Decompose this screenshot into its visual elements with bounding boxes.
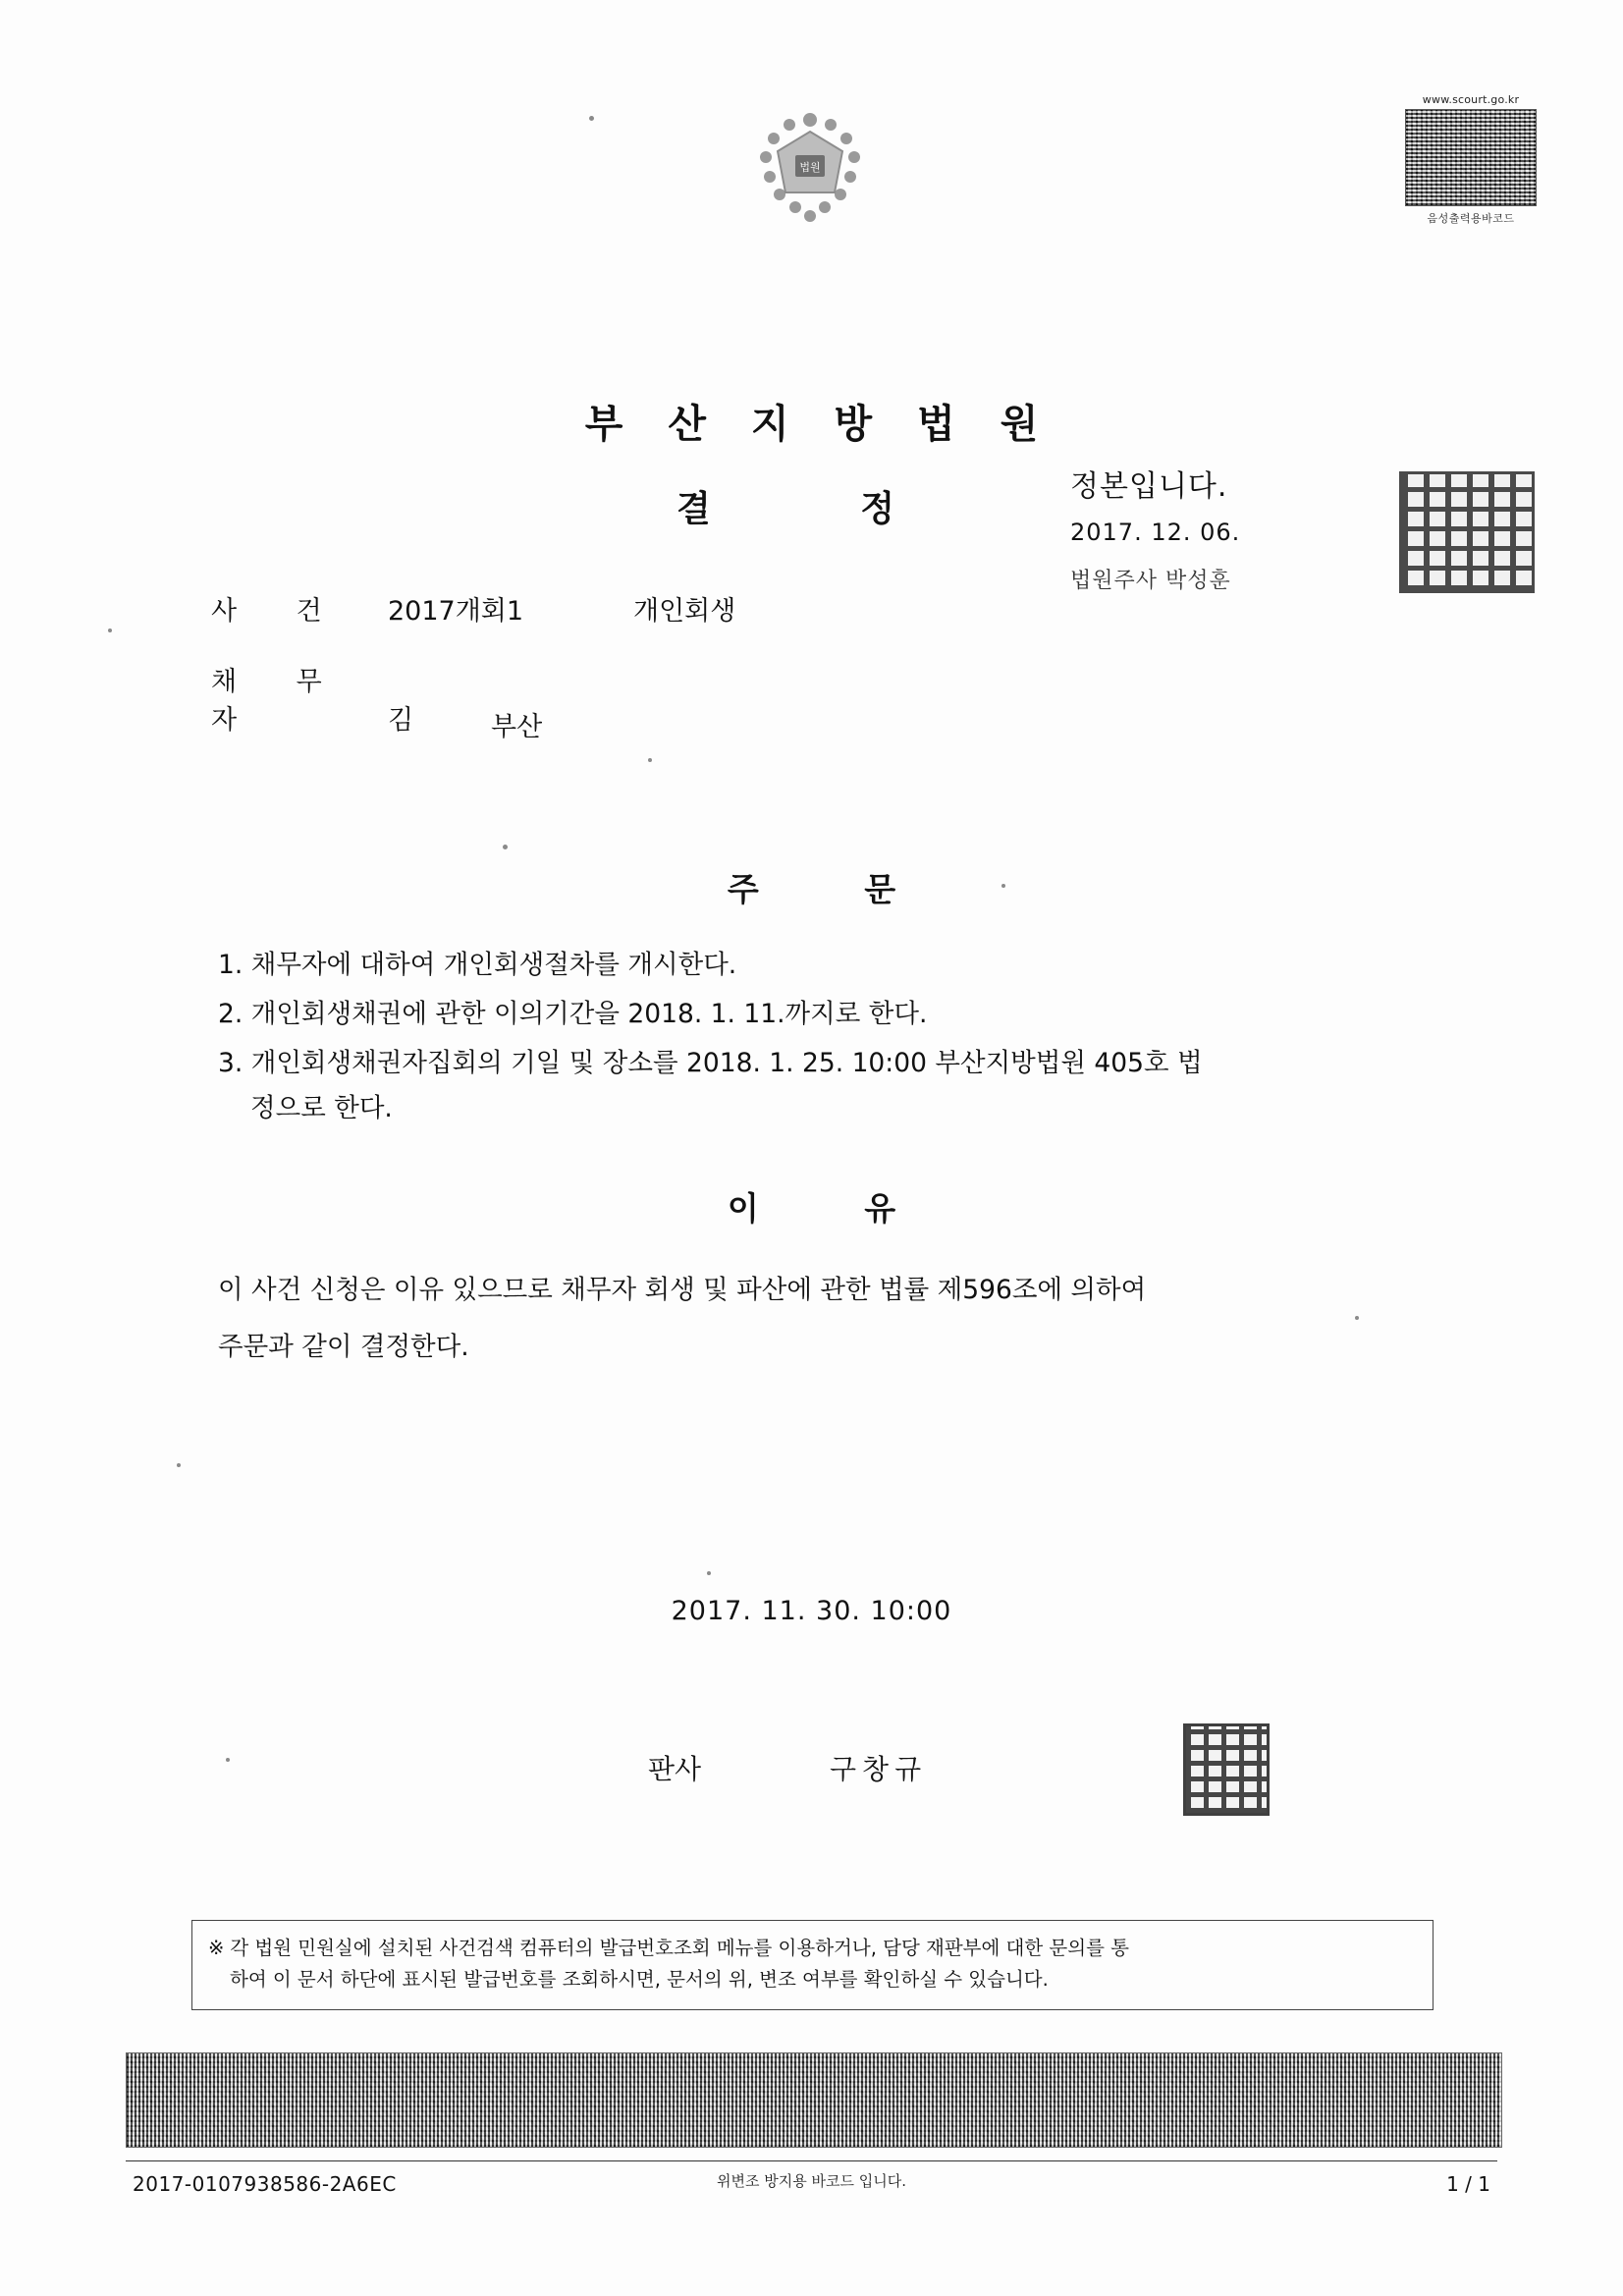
list-item xyxy=(218,1041,1416,1131)
order-item-number: 3. xyxy=(218,1048,243,1078)
list-item xyxy=(218,992,1416,1037)
order-item-text-continued: 정으로 한다. xyxy=(250,1093,393,1123)
certification-officer: 법원주사 박성훈 xyxy=(1070,569,1231,593)
scan-speck xyxy=(226,1758,230,1762)
scan-speck xyxy=(648,758,652,762)
court-website-url: www.scourt.go.kr xyxy=(1422,93,1520,106)
reason-line-1: 이 사건 신청은 이유 있으므로 채무자 회생 및 파산에 관한 법률 제596조에 의하여 xyxy=(218,1275,1147,1305)
reason-body xyxy=(218,1262,1426,1376)
issue-number: 2017-0107938586-2A6EC xyxy=(133,2172,397,2196)
order-list xyxy=(218,943,1416,1135)
judge-name: 구창규 xyxy=(830,1753,928,1785)
footer-divider xyxy=(126,2160,1497,2161)
debtor-row xyxy=(211,660,633,737)
certification-date: 2017. 12. 06. xyxy=(1070,519,1241,546)
reason-section-heading: 이 유 xyxy=(727,1189,944,1228)
order-item-text: 채무자에 대하여 개인회생절차를 개시한다. xyxy=(250,950,737,980)
order-section-heading: 주 문 xyxy=(727,870,944,908)
judge-seal-stamp-icon xyxy=(1183,1723,1270,1816)
case-type: 개인회생 xyxy=(633,596,736,627)
certification-block xyxy=(1070,462,1335,594)
notice-marker-icon: ※ xyxy=(208,1937,225,1959)
page-title: 부 산 지 방 법 원 xyxy=(584,402,1055,447)
scan-speck xyxy=(1001,884,1005,888)
debtor-label: 채 무 자 xyxy=(211,667,348,736)
scan-speck xyxy=(589,116,594,121)
court-seal-stamp-icon xyxy=(1399,471,1535,593)
court-emblem-icon xyxy=(756,108,864,231)
reason-line-2: 주문과 같이 결정한다. xyxy=(218,1332,469,1362)
debtor-name: 김 xyxy=(388,705,414,736)
verification-notice-box xyxy=(191,1920,1434,2010)
svg-text:법원: 법원 xyxy=(799,161,821,174)
list-item xyxy=(218,943,1416,988)
case-number: 2017개회1 xyxy=(388,596,524,627)
audio-barcode-caption: 음성출력용바코드 xyxy=(1427,212,1515,225)
scan-speck xyxy=(177,1463,181,1467)
order-item-number: 1. xyxy=(218,950,243,980)
audio-output-barcode-image xyxy=(1405,109,1537,206)
scan-speck xyxy=(503,845,508,849)
judge-row xyxy=(648,1748,927,1787)
scan-speck xyxy=(707,1571,711,1575)
debtor-address: 부산 xyxy=(491,712,543,742)
decision-datetime: 2017. 11. 30. 10:00 xyxy=(671,1596,952,1626)
scan-speck xyxy=(108,629,112,632)
audio-barcode-block xyxy=(1402,93,1540,226)
page-indicator: 1 / 1 xyxy=(1446,2172,1490,2196)
case-row xyxy=(211,589,735,628)
anti-forgery-barcode-image xyxy=(126,2052,1502,2148)
document-kind-title: 결 정 xyxy=(676,489,964,529)
scan-speck xyxy=(1355,1316,1359,1320)
judge-role-label: 판사 xyxy=(648,1753,702,1785)
notice-line-1: 각 법원 민원실에 설치된 사건검색 컴퓨터의 발급번호조회 메뉴를 이용하거나, 담당 재판부에 대한 문의를 통 xyxy=(230,1937,1129,1959)
order-item-number: 2. xyxy=(218,999,243,1029)
notice-line-2: 하여 이 문서 하단에 표시된 발급번호를 조회하시면, 문서의 위, 변조 여부를 확인하실 수 있습니다. xyxy=(230,1968,1049,1991)
order-item-text: 개인회생채권에 관한 이의기간을 2018. 1. 11.까지로 한다. xyxy=(250,999,928,1029)
case-label: 사 건 xyxy=(211,596,348,627)
anti-forgery-barcode-caption: 위변조 방지용 바코드 입니다. xyxy=(717,2172,906,2190)
order-item-text: 개인회생채권자집회의 기일 및 장소를 2018. 1. 25. 10:00 부산지방법원 405호 법 xyxy=(250,1048,1203,1078)
certification-statement: 정본입니다. xyxy=(1070,469,1228,504)
